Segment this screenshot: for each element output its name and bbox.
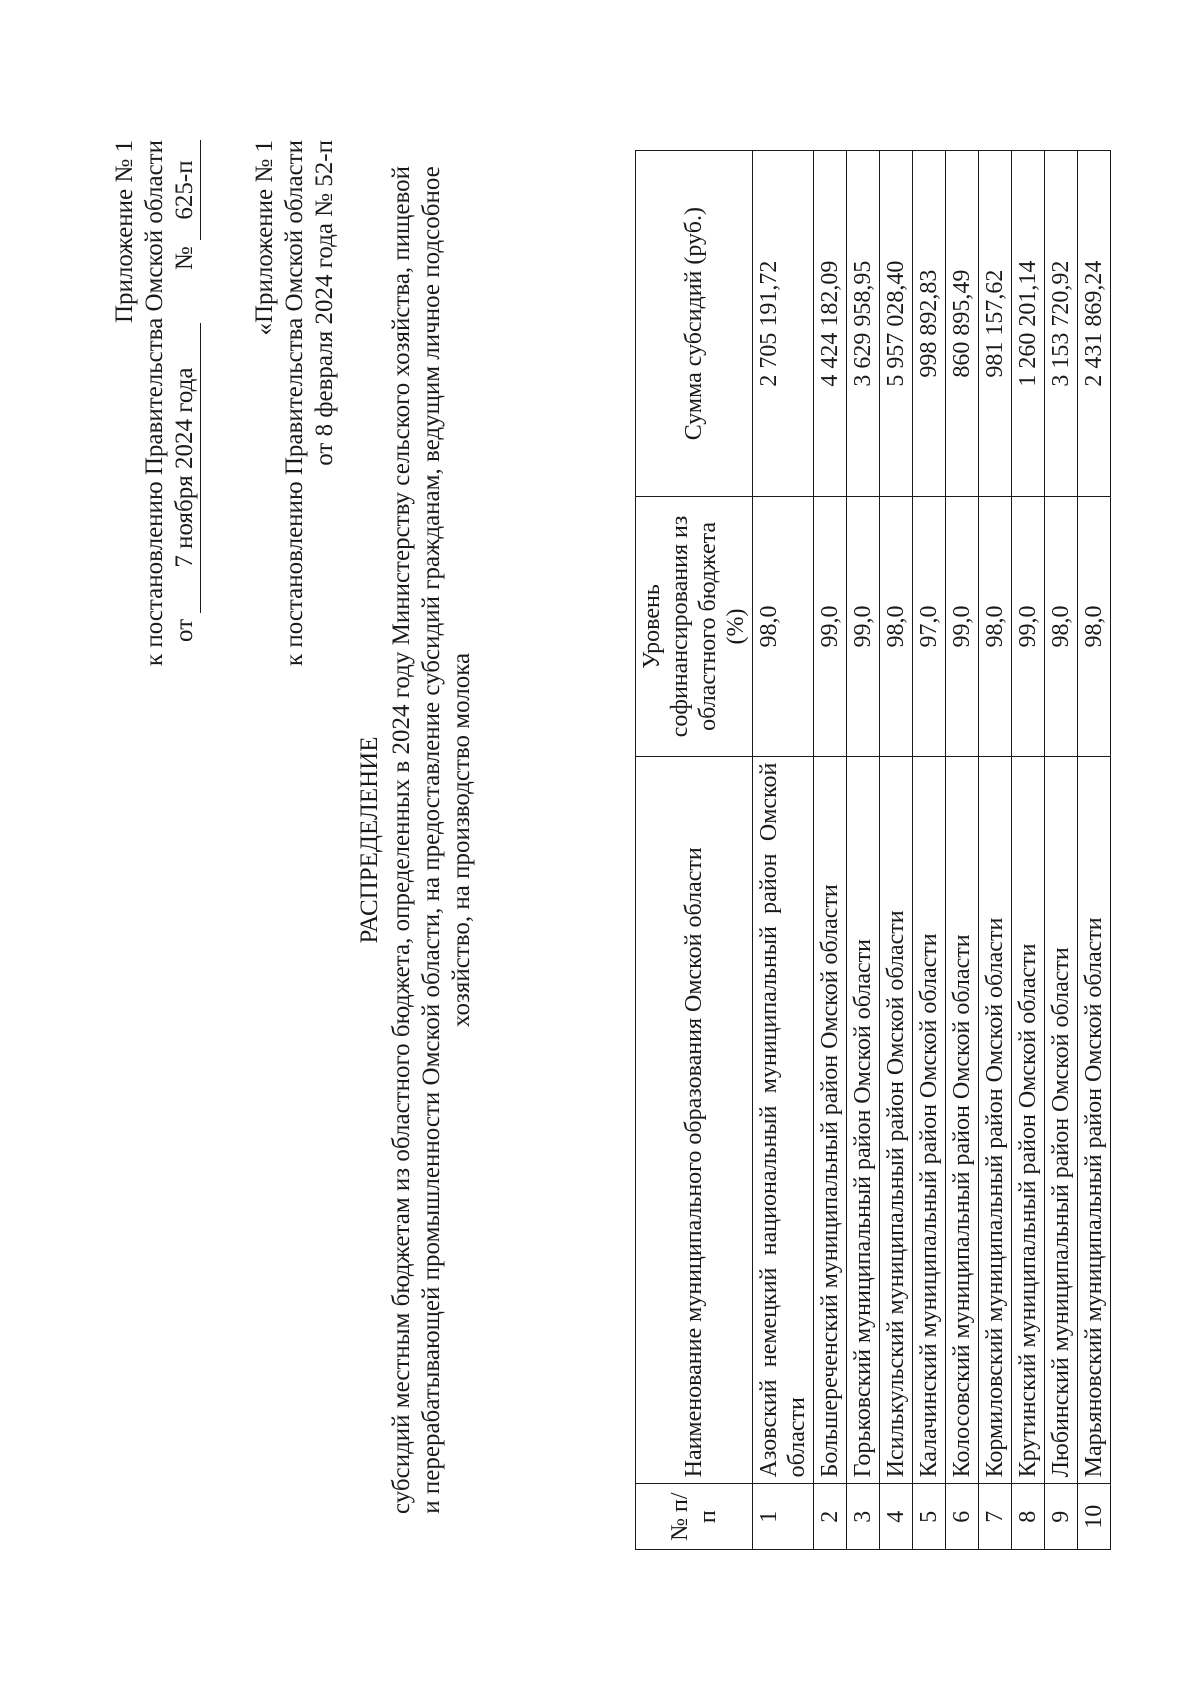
row-num: 3 — [847, 1484, 880, 1550]
row-name: Любинский муниципальный район Омской области — [1045, 756, 1078, 1484]
row-num: 2 — [814, 1484, 847, 1550]
from-label: от — [171, 618, 198, 642]
subsidy-table — [635, 150, 1111, 1550]
row-sum: 2 431 869,24 — [1078, 151, 1111, 497]
row-level: 98,0 — [1078, 497, 1111, 756]
table-row — [753, 151, 814, 1550]
row-name: Колосовский муниципальный район Омской области — [946, 756, 979, 1484]
appendix-header — [110, 140, 201, 666]
row-name: Калачинский муниципальный район Омской области — [913, 756, 946, 1484]
resolution-date-line — [170, 140, 201, 666]
table-header-row — [636, 151, 753, 1550]
row-level: 99,0 — [814, 497, 847, 756]
table-row — [1078, 151, 1111, 1550]
document-subtitle: субсидий местным бюджетам из областного бюджета, определенных в 2024 году Министерству сельского хозяйства, пищевой и перерабатывающей промышленности Омской области, на предоставление субсидий гражданам, ведущим личное подсобное хозяйство, на производство молока — [388, 165, 475, 1515]
row-sum: 981 157,62 — [979, 151, 1012, 497]
row-name: Большереченский муниципальный район Омской области — [814, 756, 847, 1484]
table-row — [1045, 151, 1078, 1550]
table-row — [880, 151, 913, 1550]
row-num: 7 — [979, 1484, 1012, 1550]
row-sum: 860 895,49 — [946, 151, 979, 497]
row-sum: 3 153 720,92 — [1045, 151, 1078, 497]
row-name: Кормиловский муниципальный район Омской области — [979, 756, 1012, 1484]
resolution-reference: к постановлению Правительства Омской области — [141, 140, 168, 667]
row-num: 1 — [753, 1484, 814, 1550]
appendix-label: Приложение № 1 — [111, 140, 138, 324]
row-sum: 2 705 191,72 — [753, 151, 814, 497]
row-sum: 1 260 201,14 — [1012, 151, 1045, 497]
row-level: 98,0 — [880, 497, 913, 756]
row-level: 98,0 — [753, 497, 814, 756]
row-level: 98,0 — [979, 497, 1012, 756]
table-row — [814, 151, 847, 1550]
row-sum: 4 424 182,09 — [814, 151, 847, 497]
row-sum: 3 629 958,95 — [847, 151, 880, 497]
row-name: Горьковский муниципальный район Омской области — [847, 756, 880, 1484]
row-level: 99,0 — [847, 497, 880, 756]
header-sum: Сумма субсидий (руб.) — [636, 151, 753, 497]
resolution-number: 625-п — [170, 140, 201, 240]
row-level: 98,0 — [1045, 497, 1078, 756]
prior-resolution-date: от 8 февраля 2024 года № 52-п — [311, 140, 338, 466]
resolution-date: 7 ноября 2024 года — [170, 323, 201, 613]
row-num: 4 — [880, 1484, 913, 1550]
document-title: РАСПРЕДЕЛЕНИЕ — [356, 736, 383, 944]
table-row — [979, 151, 1012, 1550]
header-num: № п/п — [636, 1484, 753, 1550]
row-num: 9 — [1045, 1484, 1078, 1550]
prior-appendix-label: «Приложение № 1 — [251, 140, 278, 336]
rotated-page — [100, 100, 1107, 1580]
row-level: 97,0 — [913, 497, 946, 756]
prior-appendix-header — [250, 140, 340, 666]
row-name: Марьяновский муниципальный район Омской области — [1078, 756, 1111, 1484]
row-sum: 998 892,83 — [913, 151, 946, 497]
prior-resolution-reference: к постановлению Правительства Омской области — [281, 140, 308, 667]
table-row — [1012, 151, 1045, 1550]
row-name: Крутинский муниципальный район Омской области — [1012, 756, 1045, 1484]
table-row — [913, 151, 946, 1550]
row-level: 99,0 — [1012, 497, 1045, 756]
row-num: 6 — [946, 1484, 979, 1550]
row-sum: 5 957 028,40 — [880, 151, 913, 497]
row-num: 10 — [1078, 1484, 1111, 1550]
row-level: 99,0 — [946, 497, 979, 756]
title-block — [355, 120, 477, 1560]
number-label: № — [171, 246, 198, 271]
table-row — [946, 151, 979, 1550]
row-name: Азовский немецкий национальный муниципальный район Омской области — [753, 756, 814, 1484]
header-name: Наименование муниципального образования Омской области — [636, 756, 753, 1484]
table-row — [847, 151, 880, 1550]
row-num: 8 — [1012, 1484, 1045, 1550]
row-name: Исилькульский муниципальный район Омской области — [880, 756, 913, 1484]
header-level: Уровень софинансирования из областного бюджета (%) — [636, 497, 753, 756]
row-num: 5 — [913, 1484, 946, 1550]
